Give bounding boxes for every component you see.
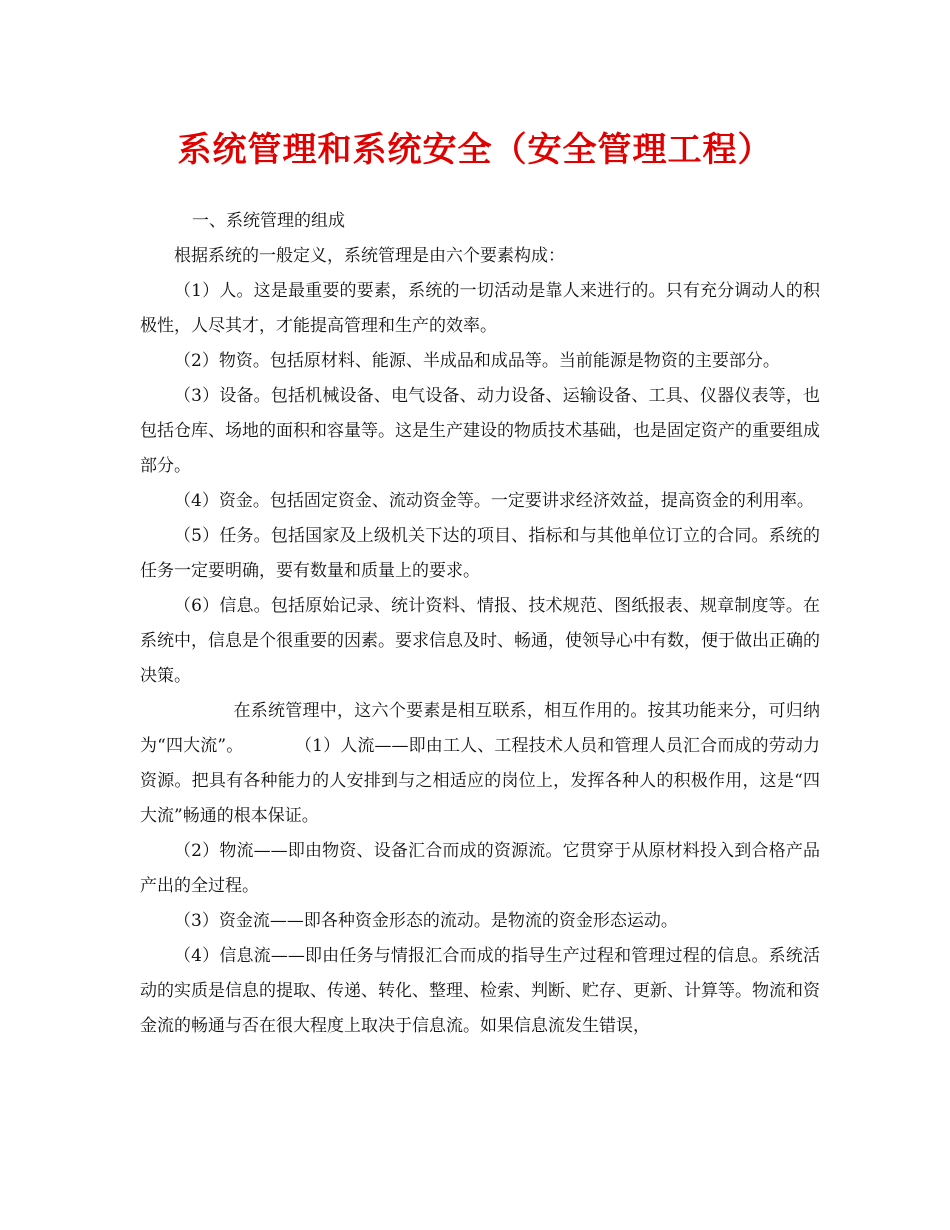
flow-paragraph-3: （3）资金流——即各种资金形态的流动。是物流的资金形态运动。: [174, 911, 678, 931]
four-flows-paragraph: 在系统管理中，这六个要素是相互联系，相互作用的。按其功能来分，可归纳为“四大流”。 （1）人流——即由工人、工程技术人员和管理人员汇合而成的劳动力资源。把具有各种能力的人安排到与之相适应的岗位上，发挥各种人的积极作用，这是“四大流”畅通的根本保证。: [140, 701, 820, 826]
section-heading: 一、系统管理的组成: [192, 211, 345, 231]
element-paragraph-5: （5）任务。包括国家及上级机关下达的项目、指标和与其他单位订立的合同。系统的任务一定要明确，要有数量和质量上的要求。: [140, 526, 820, 581]
element-paragraph-1: （1）人。这是最重要的要素，系统的一切活动是靠人来进行的。只有充分调动人的积极性，人尽其才，才能提高管理和生产的效率。: [140, 281, 820, 336]
element-paragraph-3: （3）设备。包括机械设备、电气设备、动力设备、运输设备、工具、仪器仪表等，也包括仓库、场地的面积和容量等。这是生产建设的物质技术基础，也是固定资产的重要组成部分。: [140, 386, 820, 476]
element-paragraph-2: （2）物资。包括原材料、能源、半成品和成品等。当前能源是物资的主要部分。: [174, 351, 780, 371]
element-paragraph-4: （4）资金。包括固定资金、流动资金等。一定要讲求经济效益，提高资金的利用率。: [174, 491, 814, 511]
intro-paragraph: 根据系统的一般定义，系统管理是由六个要素构成：: [174, 246, 565, 266]
document-title: 系统管理和系统安全（安全管理工程）: [177, 130, 773, 170]
element-paragraph-6: （6）信息。包括原始记录、统计资料、情报、技术规范、图纸报表、规章制度等。在系统中，信息是个很重要的因素。要求信息及时、畅通，使领导心中有数，便于做出正确的决策。: [140, 596, 820, 686]
flow-paragraph-2: （2）物流——即由物资、设备汇合而成的资源流。它贯穿于从原材料投入到合格产品产出的全过程。: [140, 841, 820, 896]
document-body: [140, 204, 820, 1044]
flow-paragraph-4: （4）信息流——即由任务与情报汇合而成的指导生产过程和管理过程的信息。系统活动的实质是信息的提取、传递、转化、整理、检索、判断、贮存、更新、计算等。物流和资金流的畅通与否在很大程度上取决于信息流。如果信息流发生错误，: [140, 946, 820, 1036]
